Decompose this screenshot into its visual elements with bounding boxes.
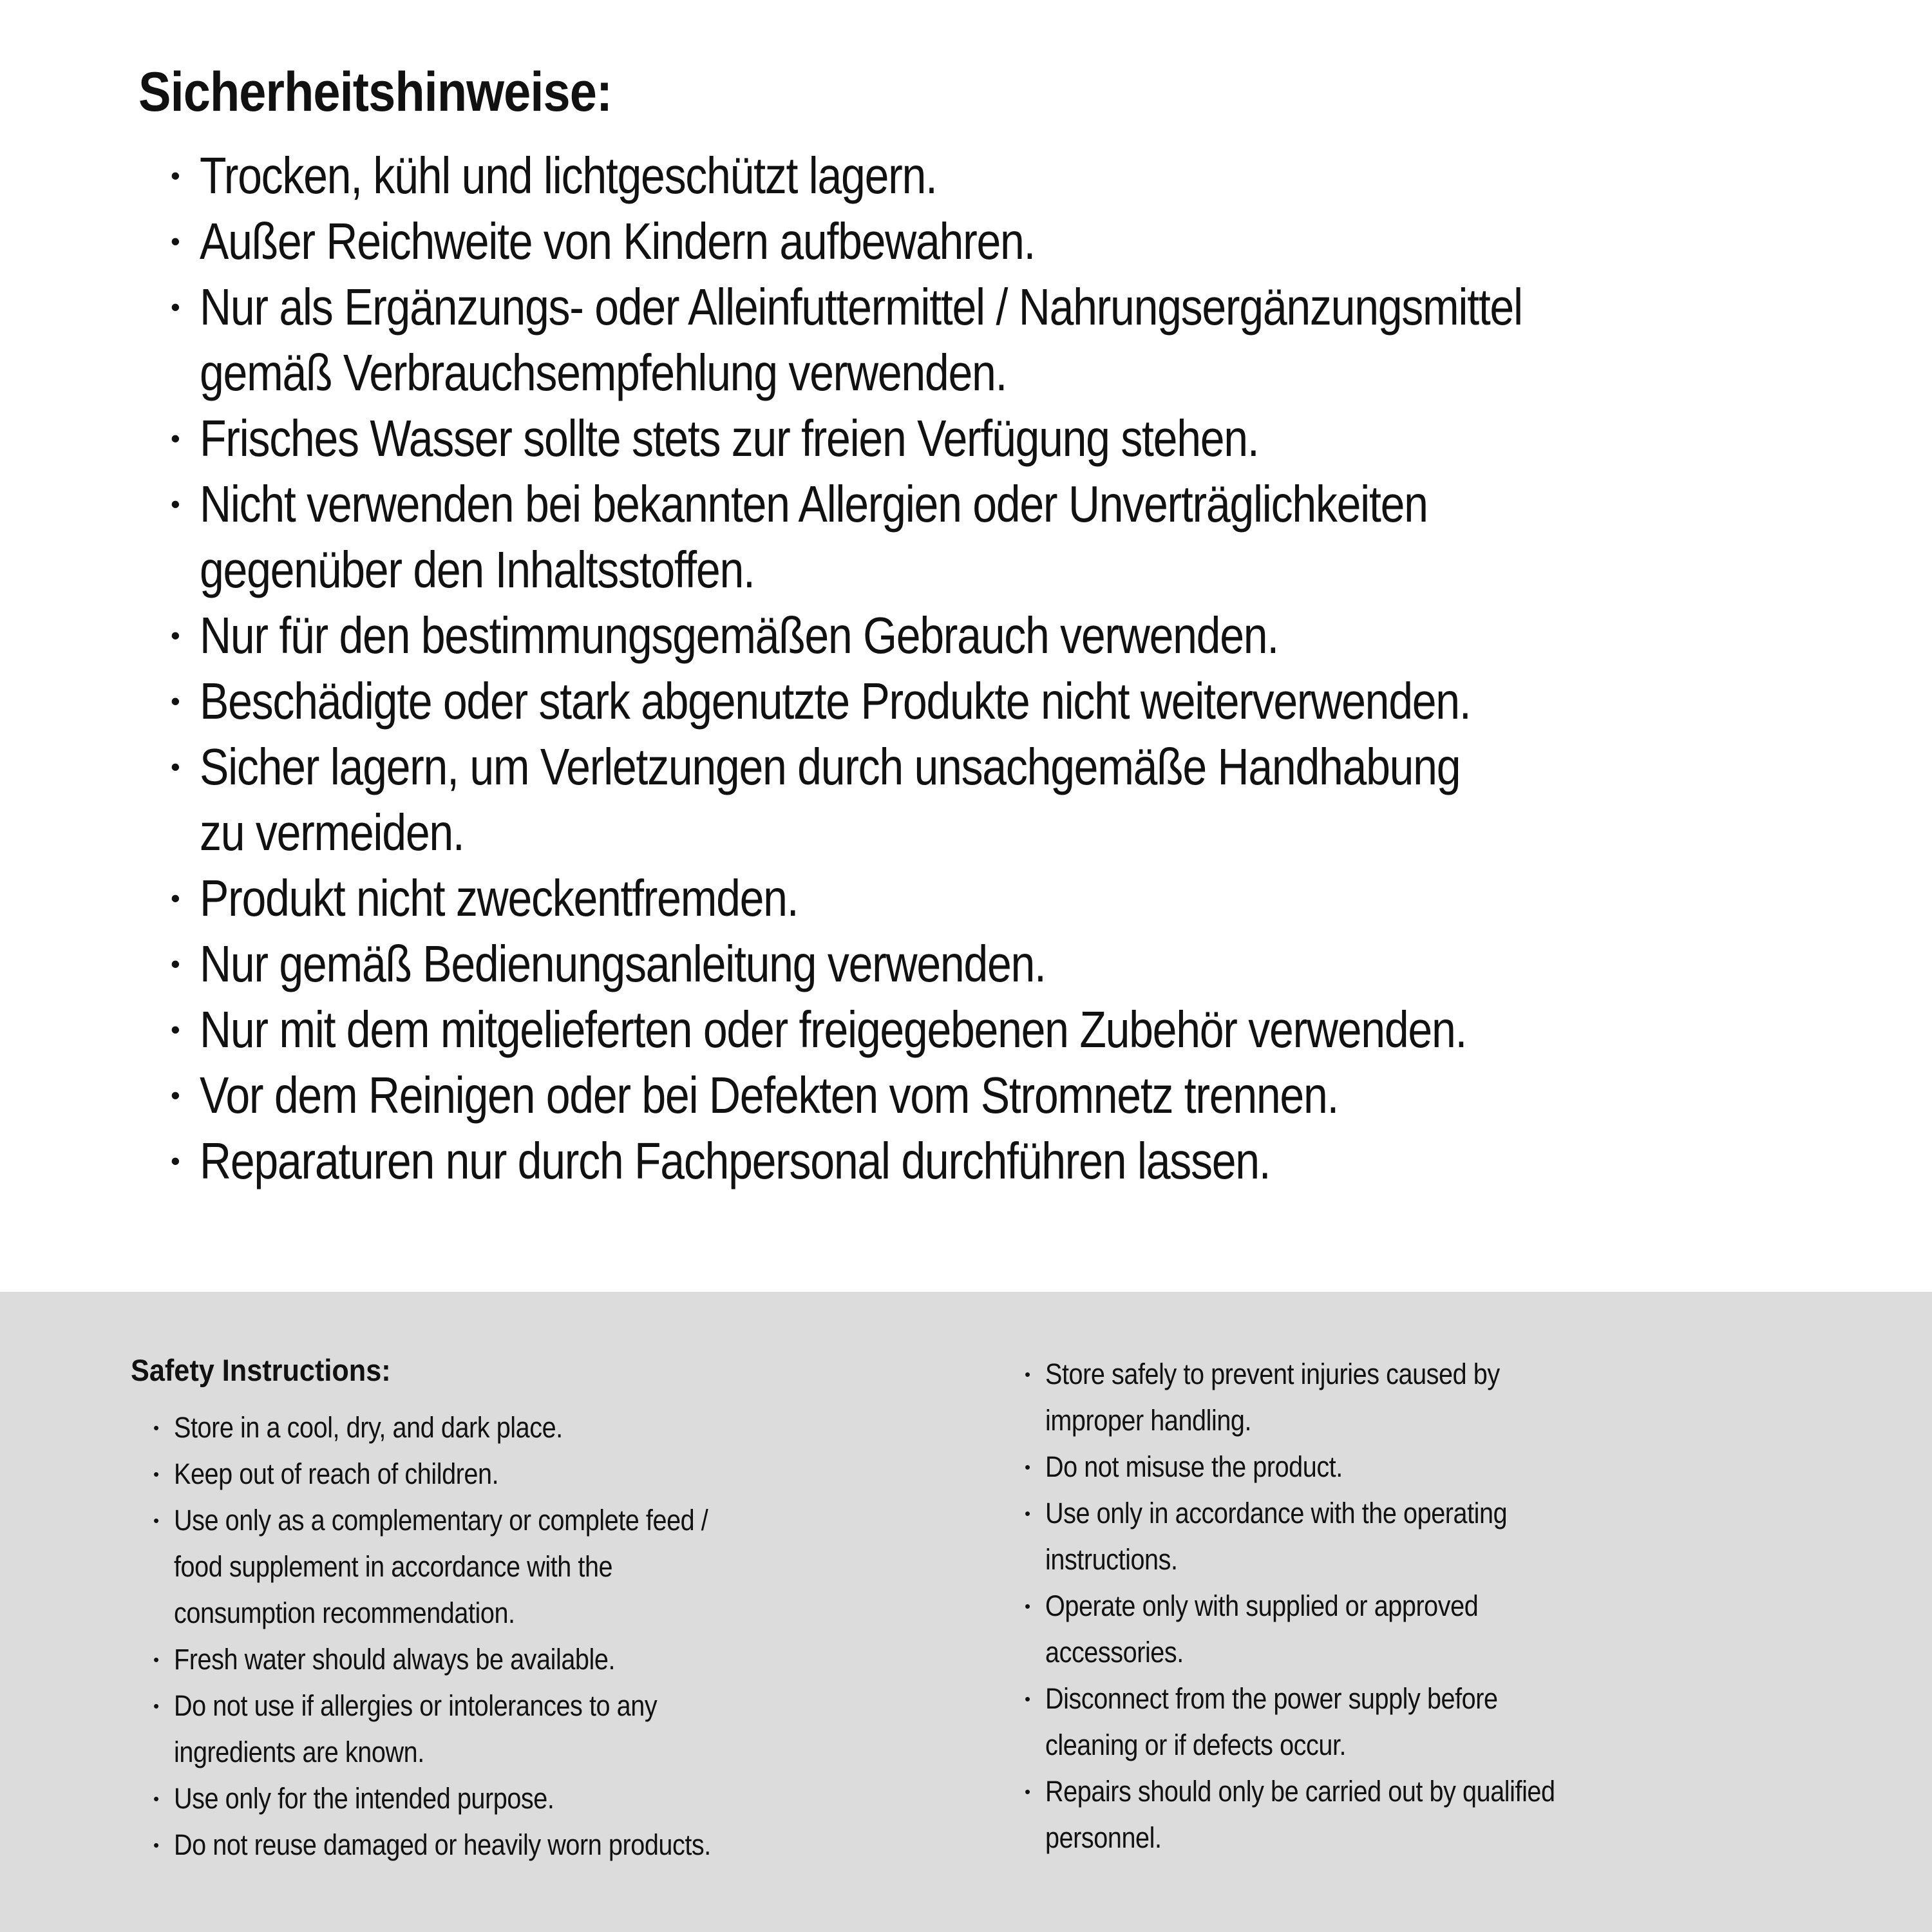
list-item-text: Disconnect from the power supply before	[1045, 1682, 1498, 1715]
bullet-dot: •	[153, 1835, 160, 1855]
list-item-text: zu vermeiden.	[200, 804, 464, 861]
list-item	[171, 274, 1756, 340]
list-item	[171, 800, 1756, 866]
list-item	[171, 931, 1756, 997]
bullet-dot: •	[171, 1014, 180, 1045]
list-item-text: Trocken, kühl und lichtgeschützt lagern.	[200, 147, 937, 204]
list-item	[153, 1636, 784, 1683]
list-item-text: Use only in accordance with the operating	[1045, 1497, 1508, 1530]
list-item	[171, 471, 1756, 537]
list-item-text: Do not misuse the product.	[1045, 1450, 1343, 1483]
list-item	[1025, 1629, 1625, 1676]
list-item-text: Sicher lagern, um Verletzungen durch unsachgemäße Handhabung	[200, 738, 1461, 795]
list-item-text: Nur mit dem mitgelieferten oder freigegebenen Zubehör verwenden.	[200, 1001, 1467, 1058]
list-item	[153, 1590, 784, 1636]
list-item	[171, 1063, 1756, 1128]
list-item	[1025, 1815, 1625, 1861]
list-item	[171, 997, 1756, 1063]
list-item	[171, 866, 1756, 931]
list-item	[1025, 1444, 1625, 1490]
list-item	[153, 1683, 784, 1729]
bullet-dot: •	[171, 489, 180, 519]
list-item-text: Use only for the intended purpose.	[174, 1782, 554, 1815]
bullet-dot: •	[171, 292, 180, 322]
bullet-dot: •	[153, 1788, 160, 1808]
list-item	[171, 668, 1756, 734]
list-item-text: Fresh water should always be available.	[174, 1643, 616, 1676]
list-item-text: Store in a cool, dry, and dark place.	[174, 1411, 563, 1444]
list-item-text: Beschädigte oder stark abgenutzte Produkte nicht weiterverwenden.	[200, 672, 1471, 730]
list-item	[171, 143, 1756, 209]
bullet-dot: •	[171, 1080, 180, 1110]
english-section-heading: Safety Instructions:	[131, 1353, 391, 1387]
list-item-text: Nur als Ergänzungs- oder Alleinfuttermittel / Nahrungsergänzungsmittel	[200, 278, 1522, 336]
list-item-text: cleaning or if defects occur.	[1045, 1728, 1347, 1761]
bullet-dot: •	[1025, 1781, 1031, 1801]
bullet-dot: •	[1025, 1689, 1031, 1709]
list-item-text: ingredients are known.	[174, 1736, 424, 1768]
list-item	[153, 1405, 784, 1451]
german-section-heading: Sicherheitshinweise:	[138, 61, 612, 123]
list-item-text: accessories.	[1045, 1636, 1184, 1669]
bullet-dot: •	[171, 949, 180, 979]
list-item	[171, 1128, 1756, 1194]
list-item	[1025, 1397, 1625, 1444]
list-item-text: Operate only with supplied or approved	[1045, 1589, 1479, 1622]
list-item-text: gegenüber den Inhaltsstoffen.	[200, 541, 755, 598]
list-item-text: Frisches Wasser sollte stets zur freien Verfügung stehen.	[200, 410, 1259, 467]
list-item	[171, 209, 1756, 274]
list-item	[171, 340, 1756, 406]
bullet-dot: •	[171, 1146, 180, 1176]
bullet-dot: •	[1025, 1503, 1031, 1523]
list-item	[1025, 1490, 1625, 1537]
list-item	[153, 1451, 784, 1497]
bullet-dot: •	[171, 686, 180, 716]
list-item	[1025, 1537, 1625, 1583]
list-item-text: food supplement in accordance with the	[174, 1550, 613, 1583]
list-item-text: Außer Reichweite von Kindern aufbewahren.	[200, 213, 1036, 270]
list-item	[171, 406, 1756, 471]
list-item-text: Store safely to prevent injuries caused by	[1045, 1358, 1500, 1390]
bullet-dot: •	[153, 1649, 160, 1669]
list-item	[1025, 1583, 1625, 1629]
list-item-text: Repairs should only be carried out by qualified	[1045, 1775, 1555, 1808]
bullet-dot: •	[153, 1417, 160, 1437]
english-instructions-list-left	[153, 1405, 784, 1868]
bullet-dot: •	[1025, 1364, 1031, 1384]
list-item-text: Nur für den bestimmungsgemäßen Gebrauch verwenden.	[200, 607, 1278, 664]
list-item	[171, 734, 1756, 800]
list-item-text: gemäß Verbrauchsempfehlung verwenden.	[200, 344, 1007, 401]
bullet-dot: •	[1025, 1457, 1031, 1477]
list-item	[1025, 1722, 1625, 1768]
list-item-text: Nicht verwenden bei bekannten Allergien oder Unverträglichkeiten	[200, 475, 1428, 533]
list-item	[171, 537, 1756, 603]
list-item-text: Use only as a complementary or complete feed /	[174, 1504, 708, 1537]
list-item	[153, 1544, 784, 1590]
list-item	[153, 1822, 784, 1868]
bullet-dot: •	[153, 1464, 160, 1484]
bullet-dot: •	[153, 1510, 160, 1530]
list-item	[153, 1497, 784, 1544]
list-item	[1025, 1351, 1625, 1397]
german-instructions-list	[171, 143, 1756, 1194]
list-item	[153, 1776, 784, 1822]
list-item-text: Vor dem Reinigen oder bei Defekten vom Stromnetz trennen.	[200, 1066, 1339, 1124]
list-item-text: Keep out of reach of children.	[174, 1457, 499, 1490]
list-item	[1025, 1676, 1625, 1722]
list-item	[1025, 1768, 1625, 1815]
list-item	[171, 603, 1756, 668]
list-item-text: Nur gemäß Bedienungsanleitung verwenden.	[200, 935, 1046, 992]
bullet-dot: •	[171, 160, 180, 191]
list-item-text: Do not use if allergies or intolerances to any	[174, 1689, 658, 1722]
bullet-dot: •	[153, 1696, 160, 1716]
english-instructions-list-right	[1025, 1351, 1625, 1861]
list-item	[153, 1729, 784, 1776]
list-item-text: improper handling.	[1045, 1404, 1252, 1437]
bullet-dot: •	[171, 620, 180, 650]
list-item-text: Reparaturen nur durch Fachpersonal durchführen lassen.	[200, 1132, 1271, 1189]
list-item-text: Do not reuse damaged or heavily worn products.	[174, 1828, 711, 1861]
bullet-dot: •	[1025, 1596, 1031, 1616]
list-item-text: consumption recommendation.	[174, 1596, 515, 1629]
list-item-text: instructions.	[1045, 1543, 1178, 1576]
bullet-dot: •	[171, 423, 180, 453]
list-item-text: personnel.	[1045, 1821, 1162, 1854]
bullet-dot: •	[171, 226, 180, 256]
bullet-dot: •	[171, 883, 180, 913]
list-item-text: Produkt nicht zweckentfremden.	[200, 869, 799, 927]
bullet-dot: •	[171, 752, 180, 782]
